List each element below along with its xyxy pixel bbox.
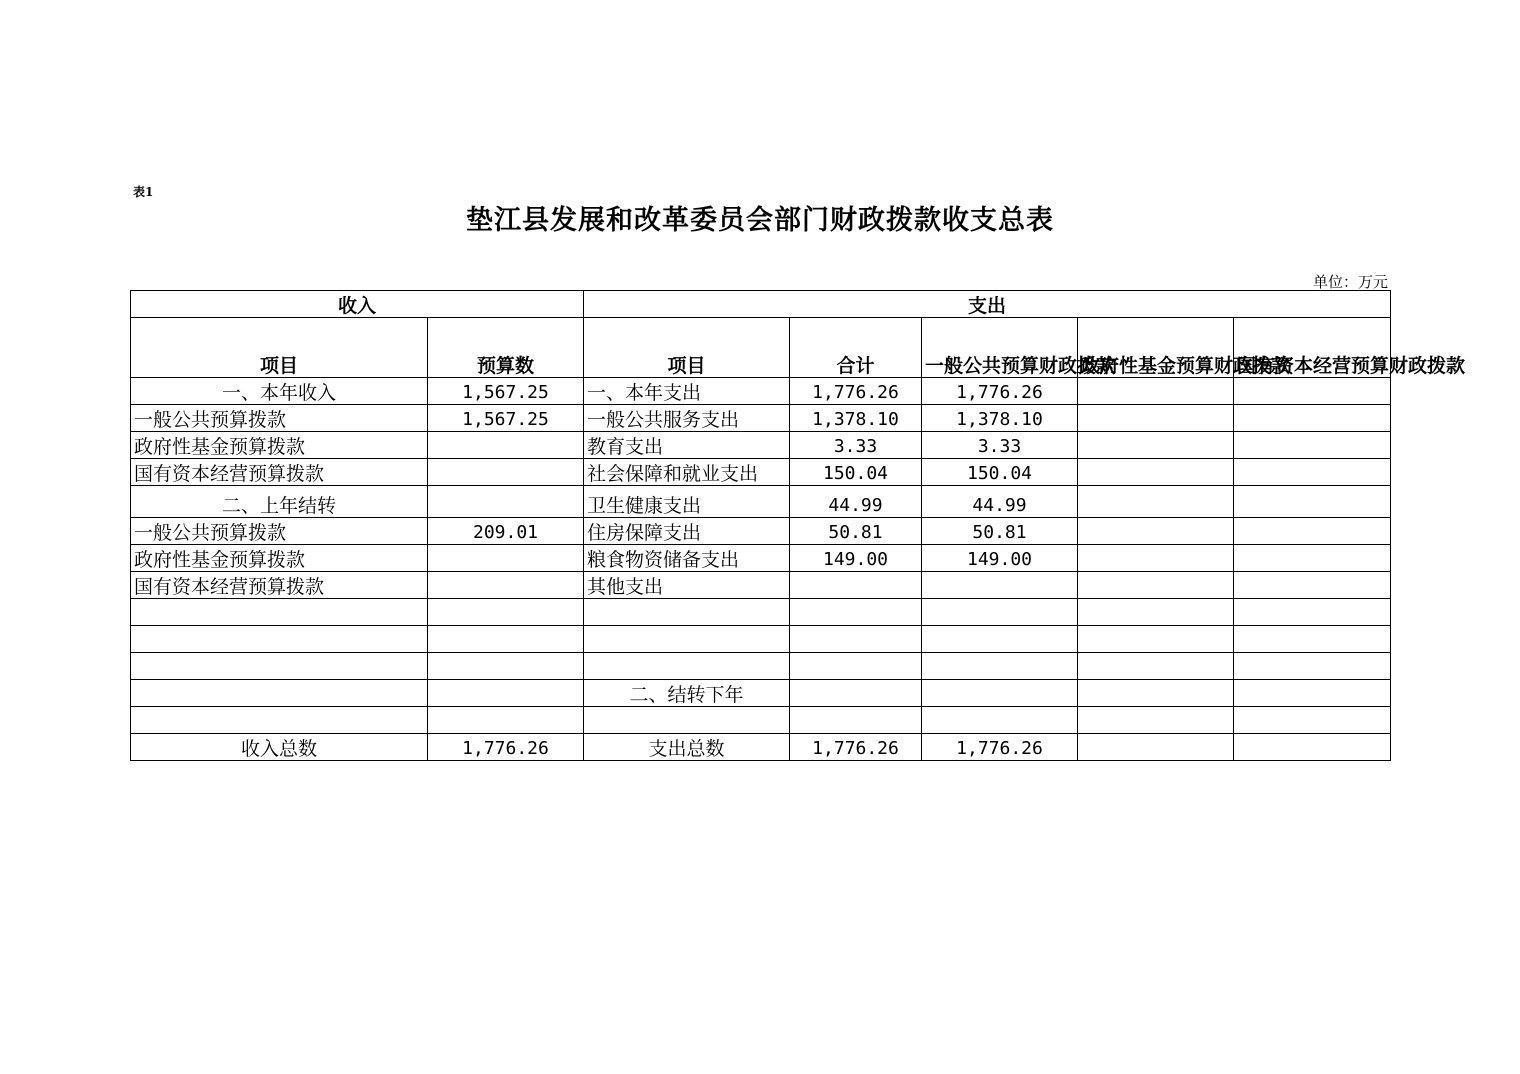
state-capital-cell xyxy=(1234,459,1391,486)
income-item-cell xyxy=(131,707,428,734)
general-budget-cell: 1,378.10 xyxy=(922,405,1078,432)
income-item-cell xyxy=(131,653,428,680)
income-item-cell: 一般公共预算拨款 xyxy=(131,518,428,545)
general-budget-cell: 1,776.26 xyxy=(922,734,1078,761)
table-row xyxy=(131,459,1391,486)
general-budget-header: 一般公共预算财政拨款 xyxy=(922,318,1078,378)
income-value-cell xyxy=(428,432,584,459)
expense-item-cell: 其他支出 xyxy=(584,572,790,599)
expense-item-cell: 支出总数 xyxy=(584,734,790,761)
gov-fund-cell xyxy=(1078,626,1234,653)
income-value-cell xyxy=(428,486,584,518)
income-item-header: 项目 xyxy=(131,318,428,378)
table-row xyxy=(131,734,1391,761)
income-value-cell xyxy=(428,459,584,486)
general-budget-cell: 149.00 xyxy=(922,545,1078,572)
income-item-cell: 国有资本经营预算拨款 xyxy=(131,459,428,486)
gov-fund-cell xyxy=(1078,405,1234,432)
income-item-cell: 一、本年收入 xyxy=(131,378,428,405)
table-row xyxy=(131,572,1391,599)
state-capital-cell xyxy=(1234,545,1391,572)
table-body xyxy=(131,378,1391,761)
table-number: 表1 xyxy=(133,185,154,199)
income-item-cell: 二、上年结转 xyxy=(131,486,428,518)
budget-header: 预算数 xyxy=(428,318,584,378)
total-header: 合计 xyxy=(790,318,922,378)
expense-total-cell xyxy=(790,680,922,707)
table-row xyxy=(131,599,1391,626)
general-budget-cell xyxy=(922,599,1078,626)
income-value-cell xyxy=(428,599,584,626)
income-value-cell: 1,567.25 xyxy=(428,405,584,432)
income-value-cell xyxy=(428,653,584,680)
general-budget-cell: 44.99 xyxy=(922,486,1078,518)
expense-total-cell: 150.04 xyxy=(790,459,922,486)
income-value-cell xyxy=(428,545,584,572)
gov-fund-cell xyxy=(1078,680,1234,707)
expense-item-cell: 住房保障支出 xyxy=(584,518,790,545)
expense-item-cell xyxy=(584,653,790,680)
table-row xyxy=(131,405,1391,432)
general-budget-cell: 50.81 xyxy=(922,518,1078,545)
income-item-cell: 政府性基金预算拨款 xyxy=(131,432,428,459)
state-capital-cell xyxy=(1234,486,1391,518)
general-budget-cell xyxy=(922,707,1078,734)
expense-item-cell xyxy=(584,626,790,653)
state-capital-cell xyxy=(1234,518,1391,545)
income-item-cell: 收入总数 xyxy=(131,734,428,761)
state-capital-header: 国有资本经营预算财政拨款 xyxy=(1234,318,1391,378)
general-budget-cell xyxy=(922,626,1078,653)
state-capital-cell xyxy=(1234,405,1391,432)
expense-total-cell xyxy=(790,626,922,653)
state-capital-cell xyxy=(1234,734,1391,761)
expense-item-cell xyxy=(584,599,790,626)
expense-total-cell: 1,776.26 xyxy=(790,378,922,405)
table-row xyxy=(131,545,1391,572)
gov-fund-cell xyxy=(1078,378,1234,405)
expense-total-cell: 149.00 xyxy=(790,545,922,572)
unit-label: 单位：万元 xyxy=(1312,273,1388,291)
income-item-cell xyxy=(131,599,428,626)
state-capital-cell xyxy=(1234,599,1391,626)
table-row xyxy=(131,432,1391,459)
table-row xyxy=(131,707,1391,734)
page-title: 垫江县发展和改革委员会部门财政拨款收支总表 xyxy=(466,205,1054,236)
expense-item-cell: 一般公共服务支出 xyxy=(584,405,790,432)
state-capital-cell xyxy=(1234,680,1391,707)
gov-fund-cell xyxy=(1078,459,1234,486)
expense-total-cell: 1,378.10 xyxy=(790,405,922,432)
gov-fund-cell xyxy=(1078,599,1234,626)
state-capital-cell xyxy=(1234,626,1391,653)
expense-total-cell xyxy=(790,707,922,734)
table-row xyxy=(131,680,1391,707)
income-item-cell: 政府性基金预算拨款 xyxy=(131,545,428,572)
gov-fund-cell xyxy=(1078,572,1234,599)
table-row xyxy=(131,486,1391,518)
general-budget-cell xyxy=(922,653,1078,680)
expense-total-cell xyxy=(790,599,922,626)
income-value-cell xyxy=(428,626,584,653)
income-item-cell xyxy=(131,680,428,707)
gov-fund-cell xyxy=(1078,707,1234,734)
table-row xyxy=(131,518,1391,545)
income-value-cell xyxy=(428,680,584,707)
expense-item-cell: 粮食物资储备支出 xyxy=(584,545,790,572)
income-value-cell xyxy=(428,572,584,599)
expense-total-cell: 3.33 xyxy=(790,432,922,459)
expense-item-cell: 社会保障和就业支出 xyxy=(584,459,790,486)
expense-total-cell: 1,776.26 xyxy=(790,734,922,761)
expense-item-header: 项目 xyxy=(584,318,790,378)
income-item-cell: 国有资本经营预算拨款 xyxy=(131,572,428,599)
income-item-cell xyxy=(131,626,428,653)
expense-item-cell: 教育支出 xyxy=(584,432,790,459)
state-capital-cell xyxy=(1234,572,1391,599)
gov-fund-cell xyxy=(1078,653,1234,680)
income-item-cell: 一般公共预算拨款 xyxy=(131,405,428,432)
table-row xyxy=(131,378,1391,405)
gov-fund-header: 政府性基金预算财政拨款 xyxy=(1078,318,1234,378)
general-budget-cell: 150.04 xyxy=(922,459,1078,486)
general-budget-cell: 3.33 xyxy=(922,432,1078,459)
table-row xyxy=(131,626,1391,653)
expense-header: 支出 xyxy=(584,291,1391,318)
expense-item-cell: 二、结转下年 xyxy=(584,680,790,707)
general-budget-cell xyxy=(922,572,1078,599)
expense-total-cell: 50.81 xyxy=(790,518,922,545)
expense-total-cell: 44.99 xyxy=(790,486,922,518)
general-budget-cell xyxy=(922,680,1078,707)
state-capital-cell xyxy=(1234,378,1391,405)
state-capital-cell xyxy=(1234,432,1391,459)
expense-total-cell xyxy=(790,653,922,680)
table-row xyxy=(131,653,1391,680)
income-value-cell: 1,776.26 xyxy=(428,734,584,761)
gov-fund-cell xyxy=(1078,432,1234,459)
state-capital-cell xyxy=(1234,707,1391,734)
income-value-cell: 1,567.25 xyxy=(428,378,584,405)
gov-fund-cell xyxy=(1078,518,1234,545)
state-capital-cell xyxy=(1234,653,1391,680)
finance-table xyxy=(130,290,1466,761)
expense-item-cell: 卫生健康支出 xyxy=(584,486,790,518)
expense-item-cell xyxy=(584,707,790,734)
gov-fund-cell xyxy=(1078,734,1234,761)
income-value-cell xyxy=(428,707,584,734)
gov-fund-cell xyxy=(1078,545,1234,572)
gov-fund-cell xyxy=(1078,486,1234,518)
general-budget-cell: 1,776.26 xyxy=(922,378,1078,405)
expense-item-cell: 一、本年支出 xyxy=(584,378,790,405)
income-header: 收入 xyxy=(131,291,584,318)
expense-total-cell xyxy=(790,572,922,599)
income-value-cell: 209.01 xyxy=(428,518,584,545)
